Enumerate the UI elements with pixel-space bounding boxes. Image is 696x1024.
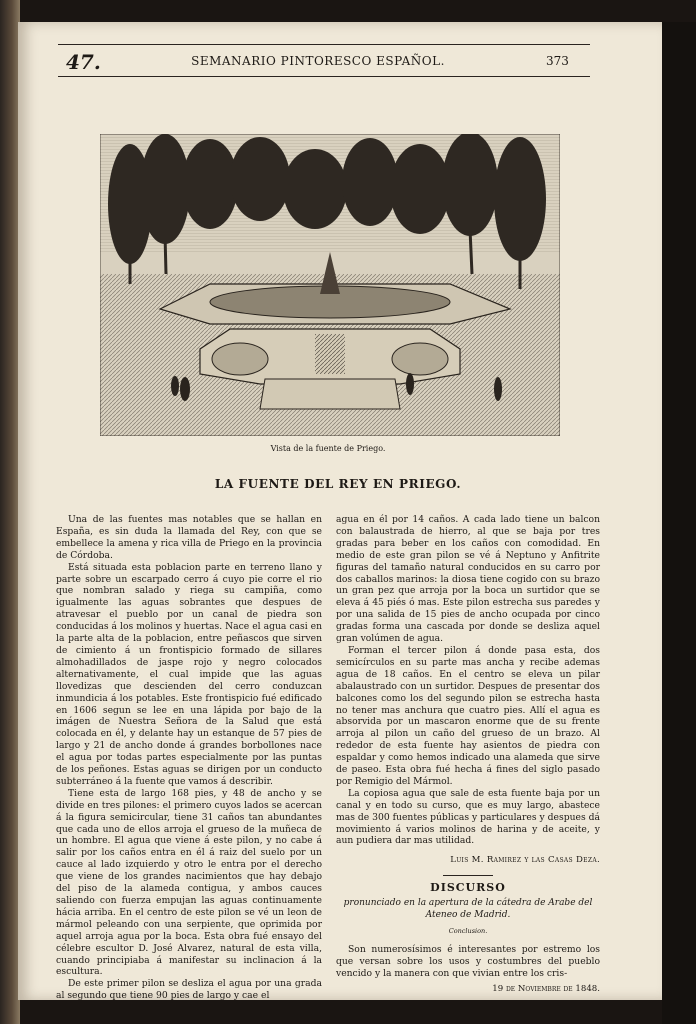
- discurso-subtitle: pronunciado en la apertura de la cátedra de Arabe del Ateneo de Madrid.: [343, 898, 593, 921]
- header-rule-bottom: [58, 76, 590, 77]
- paragraph: Forman el tercer pilon á donde pasa esta, dos semicírculos en su parte mas ancha y recibe ademas agua de 18 caños. En el centro se eleva un pilar abalaustrado con un surtidor. Despues de presentar dos balcones como los del segundo pilon se estrecha hasta no tener mas anchura que cuatro pies. Allí el agua es absorvida por un mascaron enorme que de su frente arroja al pilon un caño del grueso de un brazo. Al rededor de esta fuente hay asientos de piedra con espaldar y como hemos indicado una alameda que sirve de paseo. Esta obra fué hecha á fines del siglo pasado por Remigio del Mármol.: [336, 644, 600, 787]
- paragraph: Está situada esta poblacion parte en terreno llano y parte sobre un escarpado cerro á cuyo pie corre el rio que nombran salado y riega su campiña, como igualmente las aguas sobrantes que despues de atravesar el pueblo por un canal de piedra son conducidas á los molinos y huertas. Nace el agua casi en la parte alta de la poblacion, entre peñascos que sirven de cimiento á un frontispicio formado de sillares almohadillados de jaspe rojo y negro colocados alternativamente, el cual impide que las aguas llovedizas que descienden del cerro conduzcan inmundicia á los potables. Este frontispicio fué edificado en 1606 segun se lee en una lápida por bajo de la imágen de Nuestra Señora de la Salud que está colocada en él, y delante hay un estanque de 57 pies de largo y 21 de ancho donde á grandes borbollones nace el agua por todas partes especialmente por las puntas de los peñones. Estas aguas se dirigen por un conducto subterráneo á la fuente que vamos á describir.: [56, 561, 322, 787]
- illustration-caption: Vista de la fuente de Priego.: [270, 444, 386, 453]
- paragraph: Son numerosísimos é interesantes por estremo los que versan sobre los usos y costumbres del pueblo vencido y la manera con que vivian entre los cris-: [336, 943, 600, 979]
- paragraph: agua en él por 14 caños. A cada lado tiene un balcon con balaustrada de hierro, al que se baja por tres gradas para beber en los caños con comodidad. En medio de este gran pilon se vé á Neptuno y Anfitrite figuras del tamaño natural conducidos en su carro por dos caballos marinos: la diosa tiene cogido con su brazo un gran pez que arroja por la boca un surtidor que se eleva á 45 piés ó mas. Este pilon estrecha sus paredes y por una salida de 15 pies de ancho ocupada por cinco gradas forma una cascada por donde se desliza aquel gran volúmen de agua.: [336, 514, 600, 645]
- paragraph: Una de las fuentes mas notables que se hallan en España, es sin duda la llamada del Rey, con que se embellece la amena y rica villa de Priego en la provincia de Córdoba.: [56, 514, 322, 561]
- paragraph: Tiene esta de largo 168 pies, y 48 de ancho y se divide en tres pilones: el primero cuyos lados se acercan á la figura semicircular, tiene 31 caños tan abundantes que cada uno de ellos arroja el grueso de la muñeca de un hombre. El agua que viene á este pilon, y no cabe á salir por los caños entra en él á raiz del suelo por un cauce al lado izquierdo y otro le entra por el derecho que viene de los grandes nacimientos que hay debajo del piso de la alameda contigua, y ambos cauces saliendo con fuerza empujan las aguas continuamente hácia arriba. En el centro de este pilon se vé un leon de mármol peleando con una serpiente, que oprimida por aquel arroja agua por la boca. Esta obra fué ensayo del célebre escultor D. José Alvarez, natural de esta villa, cuando principiaba á manifestar su inclinacion á la escultura.: [56, 787, 322, 978]
- page-edge-shadow: [662, 22, 696, 1024]
- left-column: [56, 514, 322, 1002]
- author-signature: Luis M. Ramirez y las Casas Deza.: [450, 855, 600, 866]
- article-title: LA FUENTE DEL REY EN PRIEGO.: [214, 477, 462, 491]
- issue-date: 19 de Noviembre de 1848.: [492, 983, 600, 994]
- conclusion-label: Conclusion.: [448, 927, 488, 935]
- fountain-engraving: [100, 134, 560, 436]
- book-spine: [0, 0, 20, 1024]
- newspaper-page: [18, 22, 662, 1000]
- running-title: SEMANARIO PINTORESCO ESPAÑOL.: [191, 54, 445, 68]
- paragraph: De este primer pilon se desliza el agua por una grada al segundo que tiene 90 pies de largo y cae el: [56, 978, 322, 1002]
- page-number-left: 47.: [66, 50, 101, 74]
- paragraph: La copiosa agua que sale de esta fuente baja por un canal y en todo su curso, que es muy largo, abastece mas de 300 fuentes públicas y particulares y despues dá movimiento á varios molinos de harina y de aceite, y aun pudiera dar mas utilidad.: [336, 787, 600, 847]
- header-rule-top: [58, 44, 590, 45]
- right-column: [336, 514, 600, 996]
- section-divider: [443, 875, 493, 876]
- page-number-right: 373: [546, 54, 569, 68]
- discurso-title: DISCURSO: [430, 881, 506, 895]
